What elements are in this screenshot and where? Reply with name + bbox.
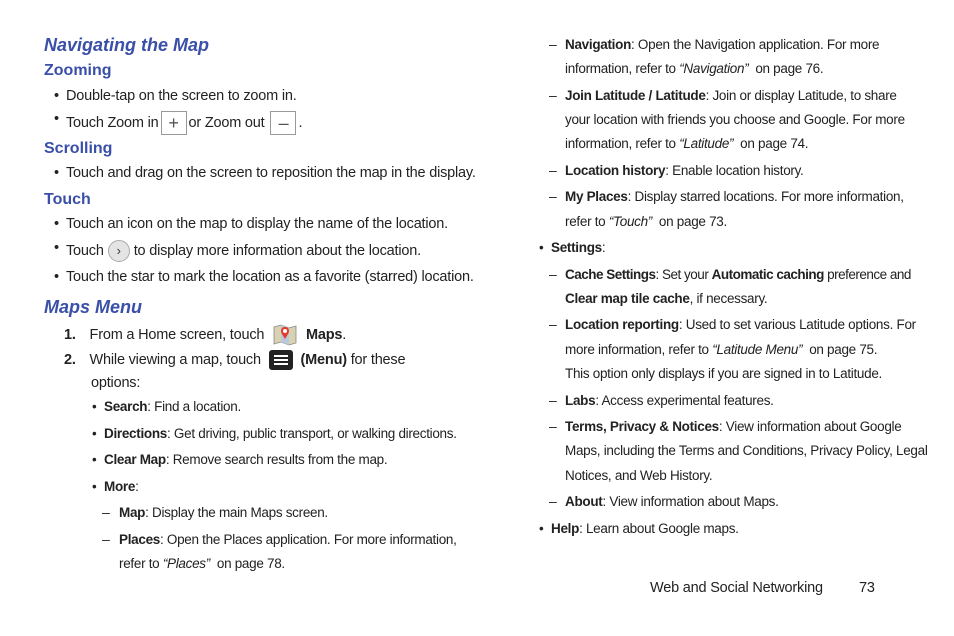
item-cache-settings-line-2: Clear map tile cache, if necessary. [565,291,768,306]
item-my-places: My Places: Display starred locations. For more information, [565,189,904,204]
step-2: 2. While viewing a map, touch (Menu) for these [64,350,405,370]
dash-marker: – [549,316,557,332]
item-settings: • Settings: [551,240,605,255]
option-more: • More: [104,479,139,494]
item-help: • Help: Learn about Google maps. [551,521,739,536]
dash-marker: – [102,531,110,547]
dash-marker: – [549,162,557,178]
item-terms-privacy: Terms, Privacy & Notices: View information about Google [565,419,902,434]
option-map: Map: Display the main Maps screen. [119,505,328,520]
dash-marker: – [549,493,557,509]
item-location-reporting-line-2: more information, refer to “Latitude Menu” on page 75. [565,342,878,357]
dash-marker: – [549,188,557,204]
touch-bullet-1: • Touch an icon on the map to display the name of the location. [66,216,448,232]
item-navigation-line-2: information, refer to “Navigation” on page 76. [565,61,824,76]
item-navigation: Navigation: Open the Navigation application. For more [565,37,880,52]
item-join-latitude-line-3: information, refer to “Latitude” on page 74. [565,136,809,151]
zoom-out-icon: – [270,111,296,135]
dash-marker: – [102,504,110,520]
item-terms-privacy-line-2: Maps, including the Terms and Conditions, Privacy Policy, Legal [565,443,928,458]
dash-marker: – [549,266,557,282]
footer-section: Web and Social Networking [650,580,823,596]
heading-touch: Touch [44,191,91,208]
touch-bullet-3: • Touch the star to mark the location as a favorite (starred) location. [66,269,474,285]
option-directions: • Directions: Get driving, public transport, or walking directions. [104,426,457,441]
heading-scrolling: Scrolling [44,140,113,157]
zoom-bullet-2: • Touch Zoom in + or Zoom out – . [66,111,302,135]
item-location-reporting-line-3: This option only displays if you are signed in to Latitude. [565,366,882,381]
option-search: • Search: Find a location. [104,399,241,414]
option-places: Places: Open the Places application. For more information, [119,532,457,547]
dash-marker: – [549,392,557,408]
item-about: About: View information about Maps. [565,494,779,509]
scroll-bullet-1: • Touch and drag on the screen to reposition the map in the display. [66,165,476,181]
dash-marker: – [549,36,557,52]
zoom-bullet-1: • Double-tap on the screen to zoom in. [66,88,297,104]
option-places-line-2: refer to “Places” on page 78. [119,556,285,571]
option-clear-map: • Clear Map: Remove search results from the map. [104,452,387,467]
heading-zooming: Zooming [44,62,112,79]
item-join-latitude: Join Latitude / Latitude: Join or display Latitude, to share [565,88,897,103]
item-terms-privacy-line-3: Notices, and Web History. [565,468,713,483]
step-1: 1. From a Home screen, touch Maps. [64,323,346,347]
item-location-history: Location history: Enable location history. [565,163,804,178]
item-labs: Labs: Access experimental features. [565,393,774,408]
page-number: 73 [859,580,875,596]
section-title-maps-menu: Maps Menu [44,297,143,317]
maps-app-icon [272,323,298,347]
dash-marker: – [549,87,557,103]
item-join-latitude-line-2: your location with friends you choose and Google. For more [565,112,905,127]
section-title-navigating: Navigating the Map [44,35,210,55]
menu-key-icon [269,350,293,370]
item-location-reporting: Location reporting: Used to set various Latitude options. For [565,317,916,332]
dash-marker: – [549,418,557,434]
step-2-line-2: options: [91,375,141,391]
touch-bullet-2: • Touch › to display more information about the location. [66,240,421,262]
zoom-in-icon: + [161,111,187,135]
item-cache-settings: Cache Settings: Set your Automatic caching preference and [565,267,911,282]
chevron-right-icon: › [108,240,130,262]
item-my-places-line-2: refer to “Touch” on page 73. [565,214,727,229]
